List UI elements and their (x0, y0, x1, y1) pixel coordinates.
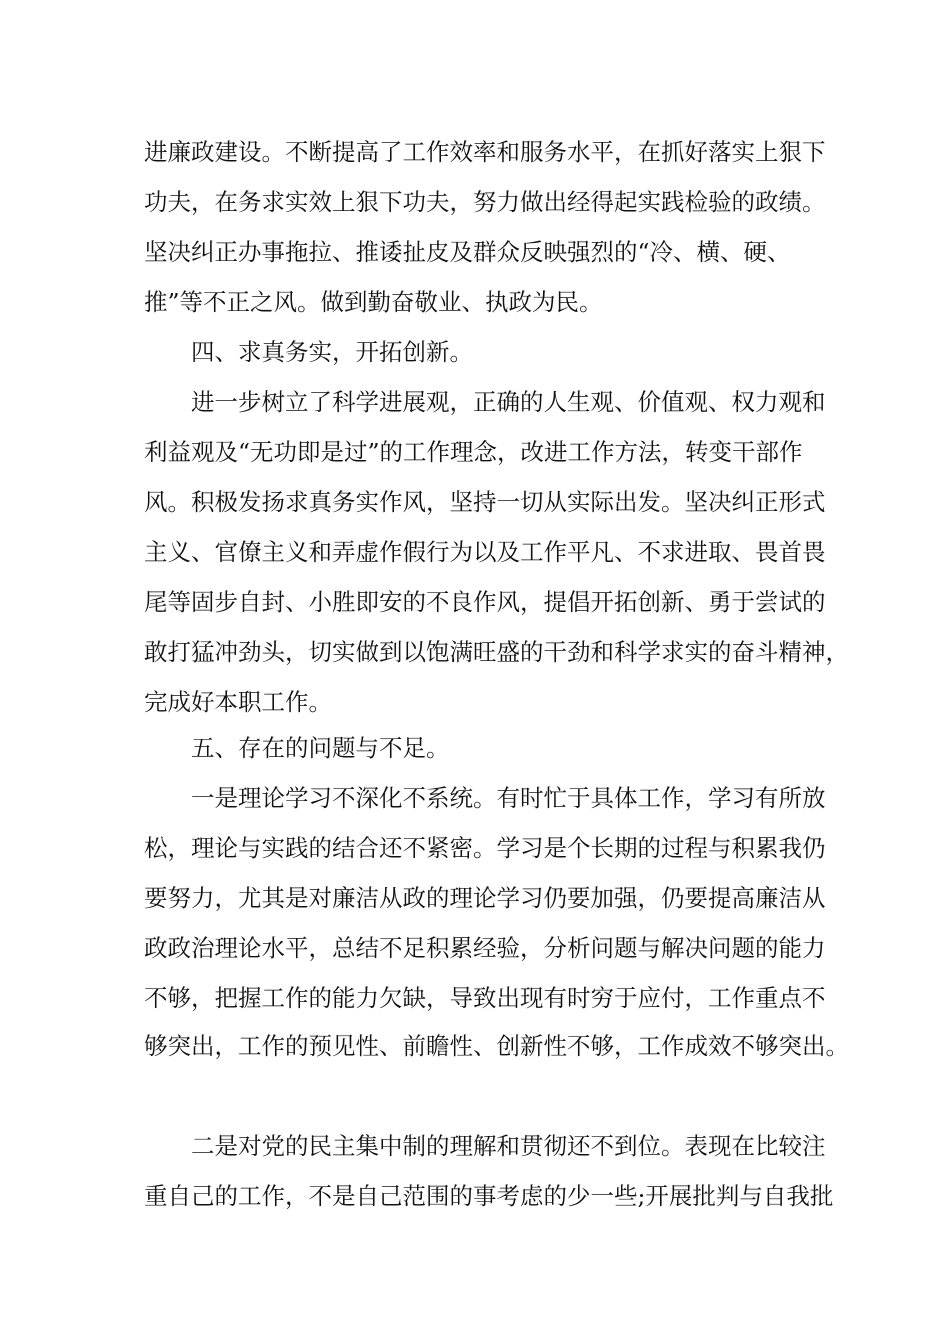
body-text-line: 功夫，在务求实效上狠下功夫，努力做出经得起实践检验的政绩。 (144, 188, 826, 216)
body-text-line: 主义、官僚主义和弄虚作假行为以及工作平凡、不求进取、畏首畏 (144, 538, 826, 566)
body-text-line: 进一步树立了科学进展观，正确的人生观、价值观、权力观和 (191, 388, 826, 416)
body-text-line: 尾等固步自封、小胜即安的不良作风，提倡开拓创新、勇于尝试的 (144, 588, 826, 616)
body-text-line: 完成好本职工作。 (144, 688, 332, 716)
body-text-line: 风。积极发扬求真务实作风，坚持一切从实际出发。坚决纠正形式 (144, 488, 826, 516)
body-text-line: 坚决纠正办事拖拉、推诿扯皮及群众反映强烈的“冷、横、硬、 (144, 238, 791, 266)
section-heading: 五、存在的问题与不足。 (191, 734, 450, 762)
body-text-line: 要努力，尤其是对廉洁从政的理论学习仍要加强，仍要提高廉洁从 (144, 884, 826, 912)
body-text-line: 进廉政建设。不断提高了工作效率和服务水平，在抓好落实上狠下 (144, 138, 826, 166)
body-text-line: 重自己的工作，不是自己范围的事考虑的少一些;开展批判与自我批 (144, 1182, 834, 1210)
body-text-line: 政政治理论水平，总结不足积累经验，分析问题与解决问题的能力 (144, 934, 826, 962)
body-text-line: 一是理论学习不深化不系统。有时忙于具体工作，学习有所放 (191, 784, 826, 812)
body-text-line: 够突出，工作的预见性、前瞻性、创新性不够，工作成效不够突出。 (144, 1032, 849, 1060)
body-text-line: 松，理论与实践的结合还不紧密。学习是个长期的过程与积累我仍 (144, 834, 826, 862)
body-text-line: 推”等不正之风。做到勤奋敬业、执政为民。 (144, 288, 603, 316)
body-text-line: 不够，把握工作的能力欠缺，导致出现有时穷于应付，工作重点不 (144, 984, 826, 1012)
body-text-line: 利益观及“无功即是过”的工作理念，改进工作方法，转变干部作 (144, 438, 803, 466)
body-text-line: 敢打猛冲劲头，切实做到以饱满旺盛的干劲和科学求实的奋斗精神， (144, 638, 849, 666)
section-heading: 四、求真务实，开拓创新。 (191, 338, 473, 366)
body-text-line: 二是对党的民主集中制的理解和贯彻还不到位。表现在比较注 (191, 1132, 826, 1160)
